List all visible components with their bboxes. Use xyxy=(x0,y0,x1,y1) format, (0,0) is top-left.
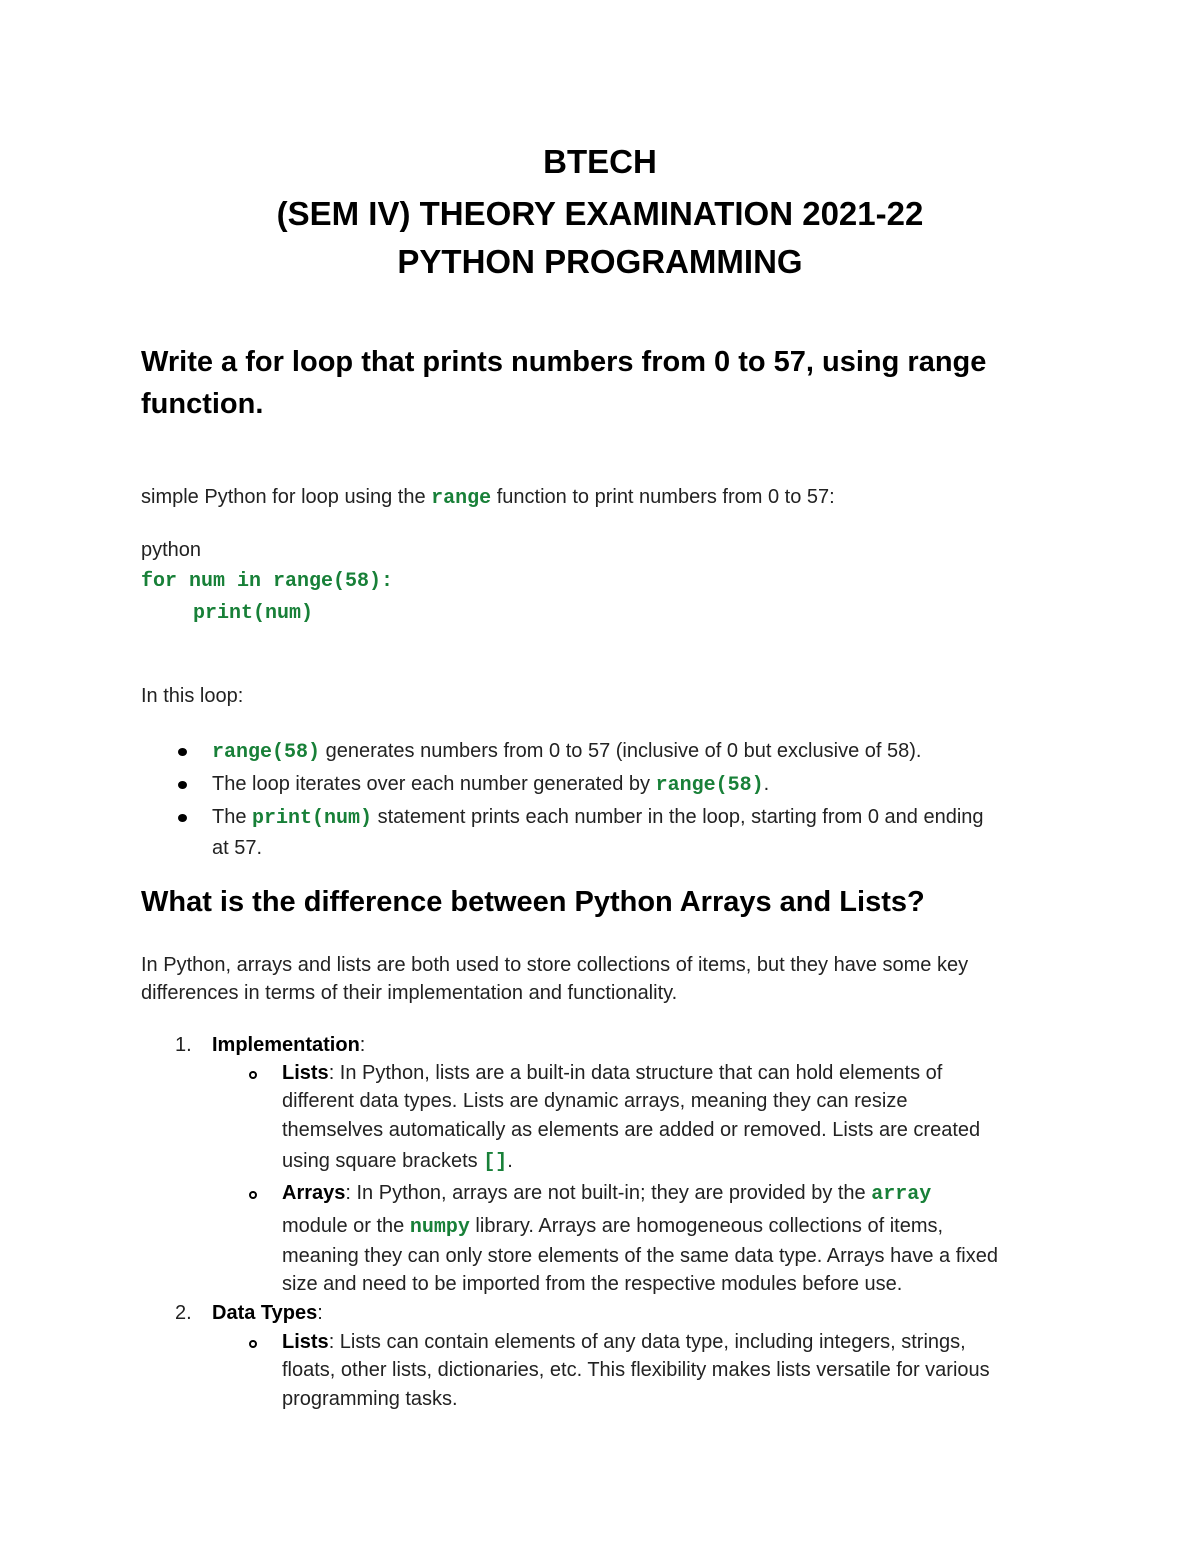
numpy-code: numpy xyxy=(409,1216,470,1239)
q1-bullet-3 xyxy=(212,806,984,830)
square-brackets-code: [] xyxy=(483,1151,508,1174)
item-1-arrays-line4: size and need to be imported from the respective modules before use. xyxy=(282,1273,903,1295)
datatypes-lists-text: : Lists can contain elements of any data type, including integers, strings, xyxy=(328,1331,966,1353)
arrays-line2-after: library. Arrays are homogeneous collections of items, xyxy=(469,1215,944,1237)
lists-label: Lists xyxy=(282,1062,329,1084)
list-number-2: 2. xyxy=(175,1302,192,1324)
q2-intro-line1: In Python, arrays and lists are both used to store collections of items, but they have some key xyxy=(141,954,969,976)
code-lang-label: python xyxy=(141,539,202,561)
doc-title-line1: BTECH xyxy=(543,143,657,180)
item-1-title: Implementation: xyxy=(212,1034,366,1056)
bullet-3-text-after: statement prints each number in the loop, starting from 0 and ending xyxy=(372,806,984,828)
code-line-1: for num in range(58): xyxy=(141,570,394,593)
item-1-lists-line2: different data types. Lists are dynamic arrays, meaning they can resize xyxy=(282,1090,908,1112)
item-2-lists-line1 xyxy=(282,1331,966,1354)
bullet-1-code: range(58) xyxy=(212,741,321,764)
bullet-2-code: range(58) xyxy=(655,774,764,797)
bullet-icon xyxy=(178,748,187,756)
doc-title-line2: (SEM IV) THEORY EXAMINATION 2021-22 xyxy=(276,195,924,232)
bullet-1-text: generates numbers from 0 to 57 (inclusive of 0 but exclusive of 58). xyxy=(320,740,922,762)
q1-bullet-2 xyxy=(212,773,769,797)
arrays-label: Arrays xyxy=(282,1182,346,1204)
item-1-arrays-line1 xyxy=(282,1182,931,1206)
q2-intro-line2: differences in terms of their implementation and functionality. xyxy=(141,982,678,1004)
lists-line4-after: . xyxy=(507,1150,513,1172)
item-1-lists-line3: themselves automatically as elements are added or removed. Lists are created xyxy=(282,1119,981,1141)
bullet-3-text: The xyxy=(212,806,253,828)
list-number-1: 1. xyxy=(175,1034,192,1056)
q2-heading: What is the difference between Python Arrays and Lists? xyxy=(141,886,925,918)
q1-intro-code: range xyxy=(431,487,492,510)
item-2-lists-line2: floats, other lists, dictionaries, etc. This flexibility makes lists versatile for various xyxy=(282,1359,990,1381)
item-2-lists-line3: programming tasks. xyxy=(282,1388,458,1410)
item-2-title-text: Data Types xyxy=(212,1302,318,1324)
bullet-2-text-after: . xyxy=(763,773,770,795)
datatypes-lists-label: Lists xyxy=(282,1331,329,1353)
item-1-lists-line1 xyxy=(282,1062,942,1085)
sub-bullet-icon xyxy=(249,1071,257,1079)
bullet-2-text: The loop iterates over each number generated by xyxy=(212,773,656,795)
arrays-text: : In Python, arrays are not built-in; they are provided by the xyxy=(345,1182,872,1204)
in-this-loop-label: In this loop: xyxy=(141,685,244,707)
bullet-3-code: print(num) xyxy=(252,807,373,830)
item-2-title: Data Types: xyxy=(212,1302,323,1324)
sub-bullet-icon xyxy=(249,1191,257,1199)
item-1-arrays-line2 xyxy=(282,1215,943,1239)
item-1-lists-line4 xyxy=(282,1150,513,1174)
lists-line4-text: using square brackets xyxy=(282,1150,484,1172)
item-1-title-text: Implementation xyxy=(212,1034,360,1056)
code-line-2: print(num) xyxy=(193,602,314,625)
sub-bullet-icon xyxy=(249,1340,257,1348)
q1-intro xyxy=(141,486,835,510)
q1-heading-line1: Write a for loop that prints numbers from 0 to 57, using range xyxy=(141,346,987,378)
q1-bullet-1 xyxy=(212,740,921,764)
lists-text: : In Python, lists are a built-in data structure that can hold elements of xyxy=(328,1062,943,1084)
bullet-icon xyxy=(178,781,187,789)
q1-bullet-3-line2: at 57. xyxy=(212,837,263,859)
q1-intro-text-after: function to print numbers from 0 to 57: xyxy=(491,486,835,508)
q1-heading-line2: function. xyxy=(141,388,264,420)
bullet-icon xyxy=(178,814,187,822)
q1-intro-text: simple Python for loop using the xyxy=(141,486,432,508)
doc-title-line3: PYTHON PROGRAMMING xyxy=(397,243,803,280)
array-module-code: array xyxy=(871,1183,932,1206)
item-1-arrays-line3: meaning they can only store elements of the same data type. Arrays have a fixed xyxy=(282,1245,998,1267)
arrays-line2-text: module or the xyxy=(282,1215,410,1237)
